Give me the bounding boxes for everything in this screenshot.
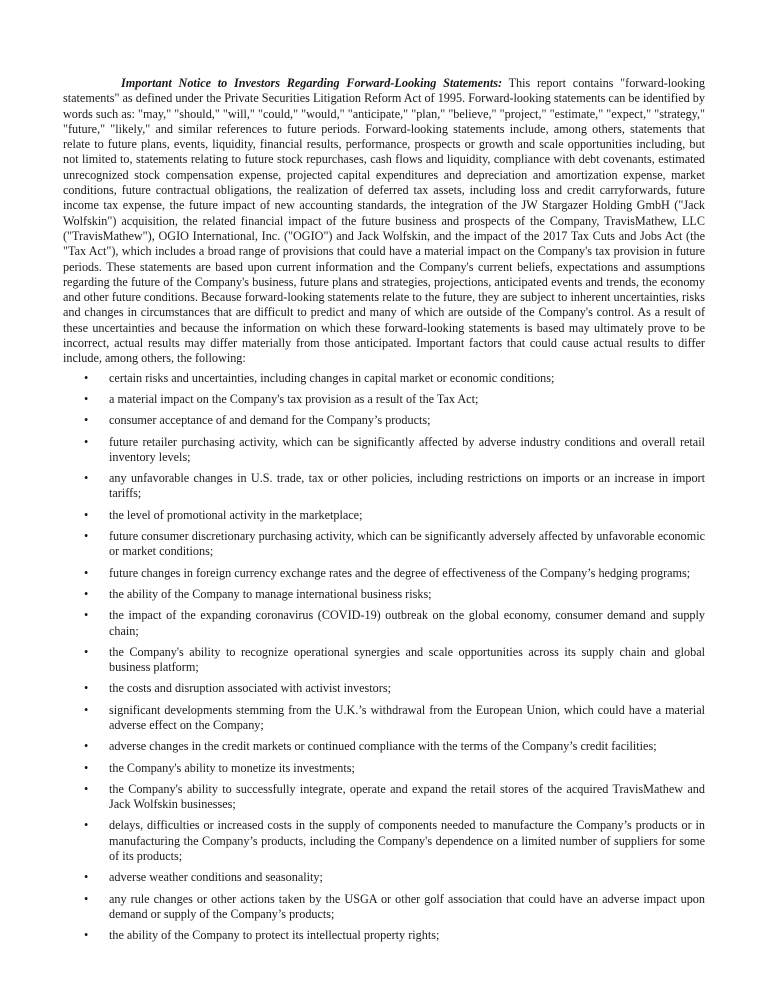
forward-looking-notice — [63, 76, 705, 367]
list-item — [63, 703, 705, 734]
bullet-icon: • — [84, 529, 89, 544]
bullet-icon: • — [84, 760, 89, 775]
bullet-icon: • — [84, 644, 89, 659]
risk-factor-list — [63, 371, 705, 944]
list-item — [63, 413, 705, 428]
list-item-text: the ability of the Company to protect its intellectual property rights; — [109, 928, 440, 943]
list-item-text: the Company's ability to recognize operational synergies and scale opportunities across its supply chain and global business platform; — [109, 644, 705, 675]
list-item-text: adverse changes in the credit markets or continued compliance with the terms of the Company’s credit facilities; — [109, 739, 657, 754]
list-item-text: future consumer discretionary purchasing activity, which can be significantly adversely affected by unfavorable economic or market conditions; — [109, 529, 705, 559]
list-item-text: a material impact on the Company's tax provision as a result of the Tax Act; — [109, 391, 479, 406]
bullet-icon: • — [84, 507, 89, 522]
list-item — [63, 739, 705, 754]
list-item — [63, 529, 705, 560]
notice-heading: Important Notice to Investors Regarding Forward-Looking Statements: — [121, 76, 503, 90]
bullet-icon: • — [84, 586, 89, 601]
list-item-text: adverse weather conditions and seasonality; — [109, 870, 323, 885]
bullet-icon: • — [84, 565, 89, 580]
list-item — [63, 782, 705, 813]
bullet-icon: • — [84, 928, 89, 943]
bullet-icon: • — [84, 739, 89, 754]
list-item-text: the Company's ability to monetize its investments; — [109, 760, 355, 775]
list-item-text: the ability of the Company to manage international business risks; — [109, 586, 432, 601]
list-item — [63, 645, 705, 676]
list-item-text: future changes in foreign currency exchange rates and the degree of effectiveness of the Company’s hedging programs; — [109, 565, 691, 580]
list-item — [63, 392, 705, 407]
list-item — [63, 435, 705, 466]
list-item-text: consumer acceptance of and demand for the Company’s products; — [109, 413, 431, 428]
list-item-text: future retailer purchasing activity, which can be significantly affected by adverse industry conditions and overall retail inventory levels; — [109, 434, 705, 464]
bullet-icon: • — [84, 891, 89, 906]
list-item — [63, 928, 705, 943]
bullet-icon: • — [84, 413, 89, 428]
list-item — [63, 587, 705, 602]
bullet-icon: • — [84, 391, 89, 406]
list-item — [63, 818, 705, 864]
list-item-text: certain risks and uncertainties, including changes in capital market or economic conditions; — [109, 370, 555, 385]
bullet-icon: • — [84, 434, 89, 449]
list-item-text: the impact of the expanding coronavirus (COVID-19) outbreak on the global economy, consumer demand and supply chain; — [109, 608, 705, 638]
bullet-icon: • — [84, 471, 89, 486]
list-item — [63, 870, 705, 885]
bullet-icon: • — [84, 681, 89, 696]
list-item-text: the Company's ability to successfully integrate, operate and expand the retail stores of the acquired TravisMathew and Jack Wolfskin businesses; — [109, 781, 705, 812]
bullet-icon: • — [84, 608, 89, 623]
list-item-text: delays, difficulties or increased costs in the supply of components needed to manufacture the Company’s products or in manufacturing the Company’s products, including the Company's dependence on a limited number of suppliers for some of its products; — [109, 818, 705, 864]
list-item — [63, 371, 705, 386]
list-item — [63, 761, 705, 776]
bullet-icon: • — [84, 818, 89, 833]
list-item-text: significant developments stemming from the U.K.’s withdrawal from the European Union, which could have a material adverse effect on the Company; — [109, 702, 705, 732]
bullet-icon: • — [84, 702, 89, 717]
list-item — [63, 566, 705, 581]
bullet-icon: • — [84, 781, 89, 796]
list-item — [63, 681, 705, 696]
list-item — [63, 508, 705, 523]
list-item — [63, 471, 705, 502]
bullet-icon: • — [84, 870, 89, 885]
list-item-text: any unfavorable changes in U.S. trade, tax or other policies, including restrictions on imports or an increase in import tariffs; — [109, 471, 705, 501]
document-page — [63, 76, 705, 950]
list-item-text: the costs and disruption associated with activist investors; — [109, 681, 391, 696]
list-item-text: any rule changes or other actions taken by the USGA or other golf association that could have an adverse impact upon demand or supply of the Company’s products; — [109, 891, 705, 921]
notice-body: This report contains "forward-looking statements" as defined under the Private Securities Litigation Reform Act of 1995. Forward-looking statements can be identified by words such as: "may," "should," "will," "could," "would," "anticipate," "plan," "believe," "project," "estimate," "expect," "strategy," "future," "likely," and similar references to future periods. Forward-looking statements include, among others, statements that relate to future plans, events, liquidity, financial results, performance, prospects or growth and scale opportunities including, but not limited to, statements relating to future stock repurchases, cash flows and liquidity, compliance with debt covenants, estimated unrecognized stock compensation expense, projected capital expenditures and depreciation and amortization expense, market conditions, future contractual obligations, the realization of deferred tax assets, including loss and credit carryforwards, future income tax expense, the future impact of new accounting standards, the integration of the JW Stargazer Holding GmbH ("Jack Wolfskin") acquisition, the related financial impact of the future business and prospects of the Company, TravisMathew, LLC ("TravisMathew"), OGIO International, Inc. ("OGIO") and Jack Wolfskin, and the impact of the 2017 Tax Cuts and Jobs Act (the "Tax Act"), which includes a broad range of provisions that could have a material impact on the Company's tax provision in future periods. These statements are based upon current information and the Company's current beliefs, expectations and assumptions regarding the future of the Company's business, future plans and strategies, projections, anticipated events and trends, the economy and other future conditions. Because forward-looking statements relate to the future, they are subject to inherent uncertainties, risks and changes in circumstances that are difficult to predict and many of which are outside of the Company's control. As a result of these uncertainties and because the information on which these forward-looking statements is based may ultimately prove to be incorrect, actual results may differ materially from those anticipated. Important factors that could cause actual results to differ include, among others, the following: — [63, 76, 706, 366]
list-item — [63, 608, 705, 639]
bullet-icon: • — [84, 370, 89, 385]
list-item-text: the level of promotional activity in the marketplace; — [109, 507, 363, 522]
list-item — [63, 892, 705, 923]
